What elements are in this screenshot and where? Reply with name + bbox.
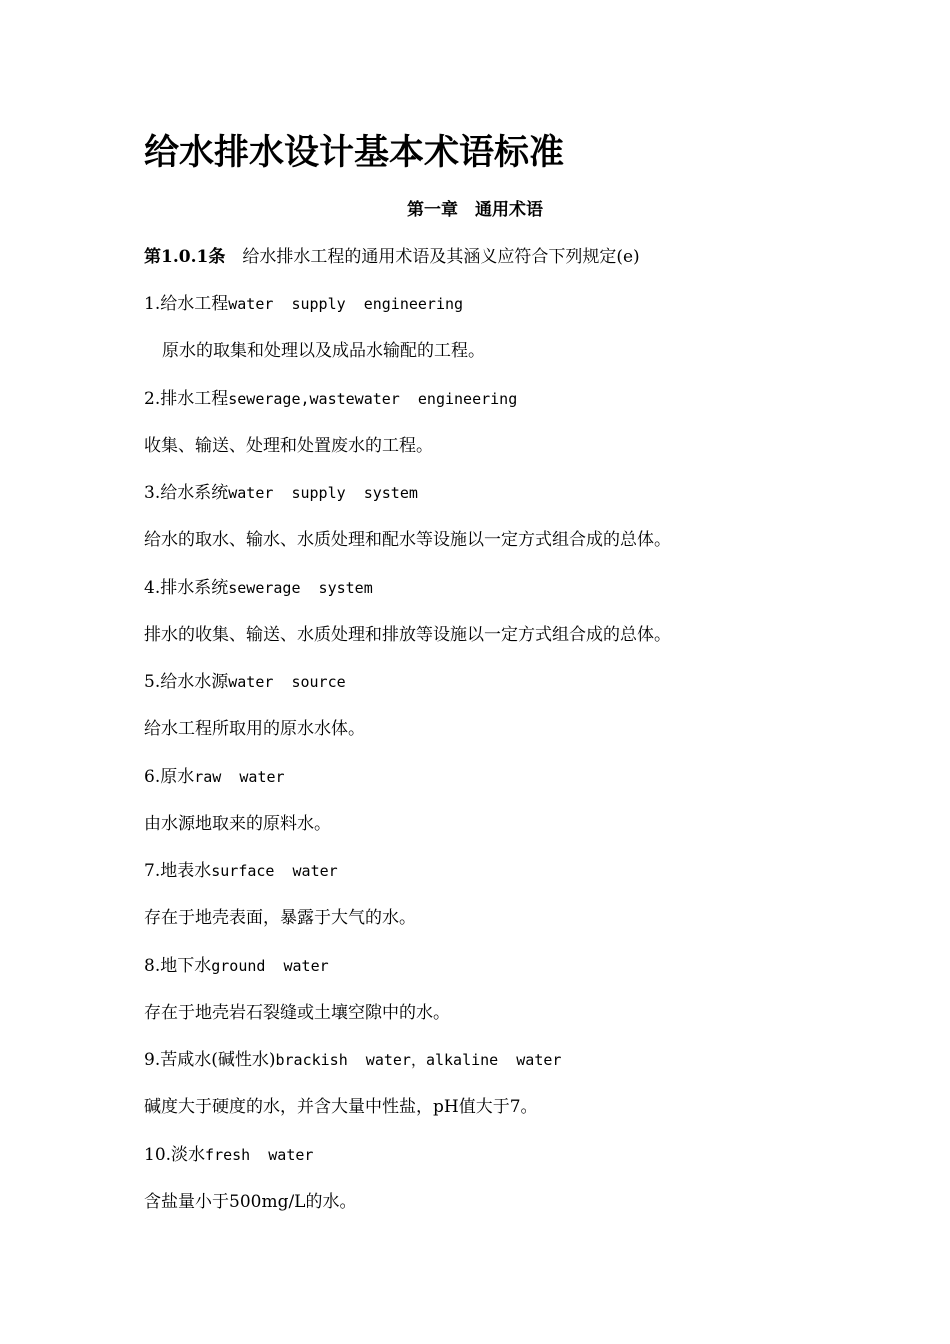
term-definition: 碱度大于硬度的水，并含大量中性盐，pH值大于7。 bbox=[144, 1097, 538, 1118]
term-name: 3.给水系统 bbox=[144, 483, 229, 503]
term-line bbox=[144, 291, 844, 338]
term-name: 5.给水水源 bbox=[144, 672, 229, 692]
term-definition: 原水的取集和处理以及成品水输配的工程。 bbox=[162, 341, 485, 362]
term-name: 6.原水 bbox=[144, 766, 195, 787]
term-definition: 含盐量小于500mg/L的水。 bbox=[144, 1191, 357, 1212]
term-english: fresh water bbox=[205, 1145, 314, 1164]
term-line bbox=[144, 386, 844, 433]
term-name: 4.排水系统 bbox=[144, 577, 229, 598]
clause-number: 第1.0.1条 bbox=[144, 247, 226, 267]
term-definition: 收集、输送、处理和处置废水的工程。 bbox=[144, 435, 433, 456]
term-english: water source bbox=[228, 673, 346, 691]
term-line bbox=[144, 575, 844, 622]
term-english: surface water bbox=[211, 862, 338, 880]
term-name: 2.排水工程 bbox=[144, 388, 229, 409]
term-name: 1.给水工程 bbox=[144, 294, 229, 314]
term-line bbox=[144, 953, 844, 1000]
term-line bbox=[144, 1047, 844, 1094]
term-english: water supply engineering bbox=[228, 295, 464, 313]
term-english: sewerage system bbox=[228, 578, 373, 597]
term-english: raw water bbox=[194, 767, 285, 786]
term-definition: 存在于地壳岩石裂缝或土壤空隙中的水。 bbox=[144, 1002, 450, 1023]
term-line bbox=[144, 480, 844, 527]
clause-text: 给水排水工程的通用术语及其涵义应符合下列规定(e) bbox=[242, 247, 640, 267]
term-definition: 排水的收集、输送、水质处理和排放等设施以一定方式组合成的总体。 bbox=[144, 624, 671, 645]
term-english: sewerage,wastewater engineering bbox=[228, 389, 518, 408]
term-definition: 由水源地取来的原料水。 bbox=[144, 813, 331, 834]
term-definition: 给水工程所取用的原水水体。 bbox=[144, 719, 365, 740]
term-list bbox=[144, 291, 844, 1236]
term-line bbox=[144, 1142, 844, 1189]
term-definition: 存在于地壳表面，暴露于大气的水。 bbox=[144, 908, 416, 929]
chapter-heading: 第一章 通用术语 bbox=[407, 200, 543, 220]
term-definition: 给水的取水、输水、水质处理和配水等设施以一定方式组合成的总体。 bbox=[144, 530, 671, 551]
term-english: ground water bbox=[211, 956, 329, 975]
term-line bbox=[144, 858, 844, 905]
document-title: 给水排水设计基本术语标准 bbox=[144, 133, 565, 173]
term-line bbox=[144, 669, 844, 716]
term-name: 8.地下水 bbox=[144, 955, 212, 976]
term-english: water supply system bbox=[228, 484, 418, 502]
term-name: 7.地表水 bbox=[144, 861, 212, 881]
term-english: brackish water，alkaline water bbox=[275, 1051, 562, 1069]
clause-paragraph bbox=[144, 244, 640, 270]
term-name: 10.淡水 bbox=[144, 1144, 206, 1165]
term-name: 9.苦咸水(碱性水) bbox=[144, 1050, 276, 1070]
term-line bbox=[144, 764, 844, 811]
